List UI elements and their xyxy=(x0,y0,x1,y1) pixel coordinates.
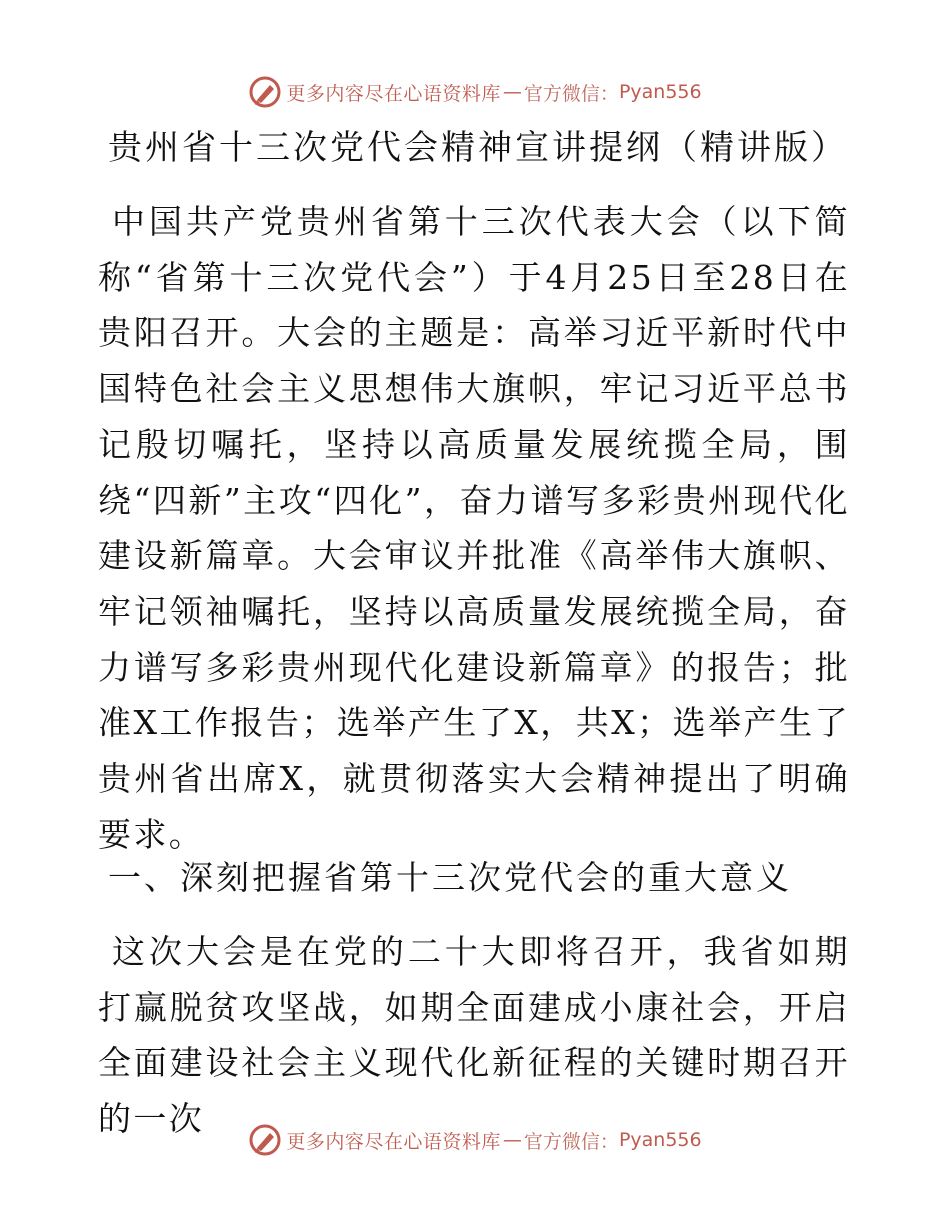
pen-logo-icon xyxy=(248,1123,282,1157)
watermark-label: 官方微信： xyxy=(523,82,619,105)
section-heading: 一、深刻把握省第十三次党代会的重大意义 xyxy=(108,858,792,897)
intro-paragraph: 中国共产党贵州省第十三次代表大会（以下简称“省第十三次党代会”）于4月25日至28日在贵阳召开。大会的主题是：高举习近平新时代中国特色社会主义思想伟大旗帜，牢记习近平总书记殷切嘱托，坚持以高质量发展统揽全局，围绕“四新”主攻“四化”，奋力谱写多彩贵州现代化建设新篇章。大会审议并批准《高举伟大旗帜、牢记领袖嘱托，坚持以高质量发展统揽全局，奋力谱写多彩贵州现代化建设新篇章》的报告；批准X工作报告；选举产生了X，共X；选举产生了贵州省出席X，就贯彻落实大会精神提出了明确要求。 xyxy=(98,202,850,854)
watermark-label: 官方微信： xyxy=(523,1130,619,1153)
watermark-handle: Pyan556 xyxy=(618,1129,702,1151)
watermark-header xyxy=(0,72,950,112)
section-paragraph: 这次大会是在党的二十大即将召开，我省如期打赢脱贫攻坚战，如期全面建成小康社会，开启全面建设社会主义现代化新征程的关键时期召开的一次 xyxy=(98,932,850,1139)
watermark-text: 更多内容尽在心语资料库 xyxy=(286,82,501,105)
watermark-text: 更多内容尽在心语资料库 xyxy=(286,1130,501,1153)
watermark-separator: — xyxy=(502,81,522,103)
watermark-footer xyxy=(0,1120,950,1160)
document-title: 贵州省十三次党代会精神宣讲提纲（精讲版） xyxy=(108,128,848,168)
watermark-separator: — xyxy=(502,1129,522,1151)
watermark-handle: Pyan556 xyxy=(618,81,702,103)
pen-logo-icon xyxy=(248,75,282,109)
